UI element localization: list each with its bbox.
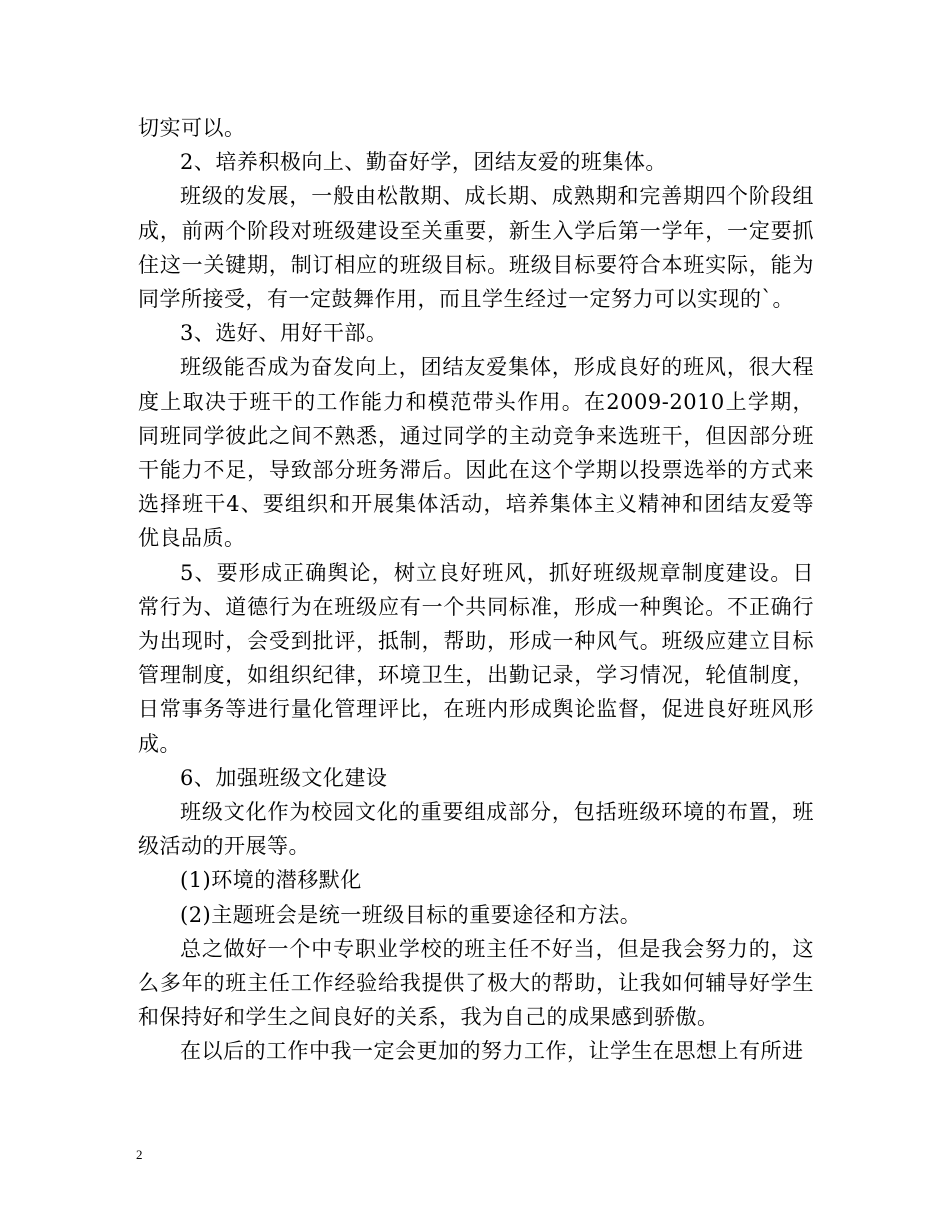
paragraph: 2、培养积极向上、勤奋好学，团结友爱的班集体。	[180, 150, 667, 175]
document-body	[138, 111, 814, 1069]
paragraph: (2)主题班会是统一班级目标的重要途径和方法。	[180, 902, 642, 927]
paragraph: 6、加强班级文化建设	[180, 765, 388, 790]
paragraph: 3、选好、用好干部。	[180, 321, 388, 346]
paragraph: 班级的发展，一般由松散期、成长期、成熟期和完善期四个阶段组成，前两个阶段对班级建设至关重要，新生入学后第一学年，一定要抓住这一关键期，制订相应的班级目标。班级目标要符合本班实际，能为同学所接受，有一定鼓舞作用，而且学生经过一定努力可以实现的`。	[138, 184, 814, 312]
paragraph: (1)环境的潜移默化	[180, 868, 362, 893]
paragraph: 总之做好一个中专职业学校的班主任不好当，但是我会努力的，这么多年的班主任工作经验给我提供了极大的帮助，让我如何辅导好学生和保持好和学生之间良好的关系，我为自己的成果感到骄傲。	[138, 936, 814, 1030]
paragraph: 班级能否成为奋发向上，团结友爱集体，形成良好的班风，很大程度上取决于班干的工作能力和模范带头作用。在2009-2010上学期，同班同学彼此之间不熟悉，通过同学的主动竞争来选班干，但因部分班干能力不足，导致部分班务滞后。因此在这个学期以投票选举的方式来选择班干4、要组织和开展集体活动，培养集体主义精神和团结友爱等优良品质。	[138, 355, 814, 551]
paragraph: 5、要形成正确舆论，树立良好班风，抓好班级规章制度建设。日常行为、道德行为在班级应有一个共同标准，形成一种舆论。不正确行为出现时，会受到批评，抵制，帮助，形成一种风气。班级应建立目标管理制度，如组织纪律，环境卫生，出勤记录，学习情况，轮值制度，日常事务等进行量化管理评比，在班内形成舆论监督，促进良好班风形成。	[138, 560, 814, 756]
paragraph: 班级文化作为校园文化的重要组成部分，包括班级环境的布置，班级活动的开展等。	[138, 800, 814, 859]
page-number: 2	[136, 1147, 143, 1162]
paragraph: 切实可以。	[138, 116, 246, 140]
paragraph: 在以后的工作中我一定会更加的努力工作，让学生在思想上有所进	[180, 1039, 804, 1064]
